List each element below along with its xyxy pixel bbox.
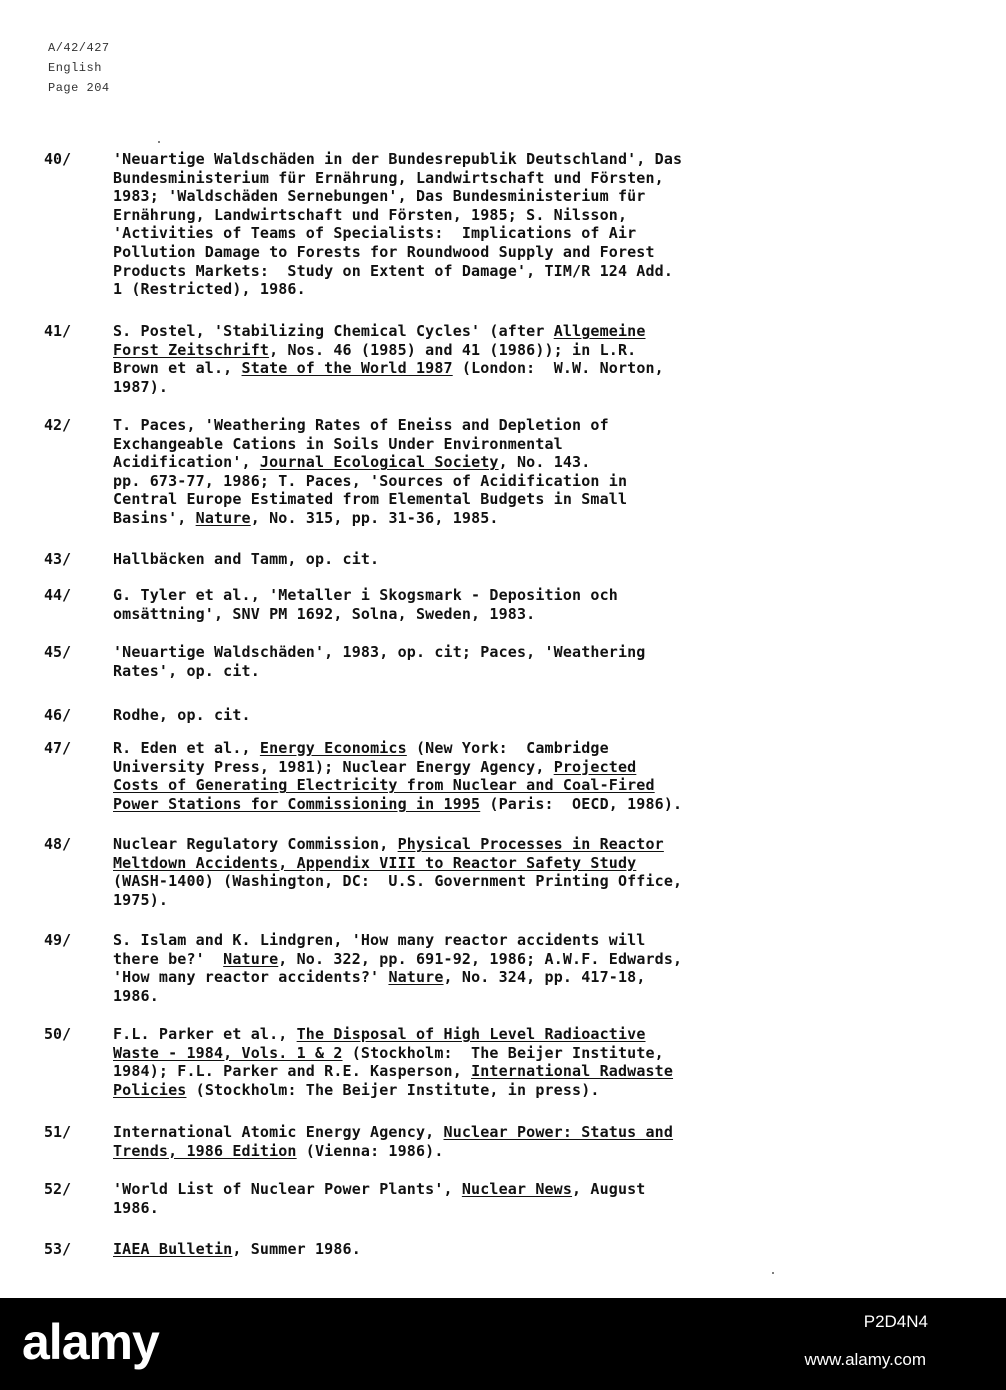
note-text: 1987). xyxy=(113,377,169,396)
note-text: 1984); F.L. Parker and R.E. Kasperson, xyxy=(113,1062,472,1081)
underlined-title: Allgemeine xyxy=(553,322,646,340)
note-text: University Press, 1981); Nuclear Energy Agency, xyxy=(113,757,554,776)
note-number: 45/ xyxy=(44,643,72,661)
note-text: Rates', op. cit. xyxy=(113,661,260,680)
scan-speck xyxy=(158,141,160,143)
underlined-title: Policies xyxy=(113,1080,187,1099)
note-line xyxy=(113,968,646,987)
note-number: 51/ xyxy=(44,1123,72,1141)
page-number: Page 204 xyxy=(48,81,110,95)
note-text: Bundesministerium für Ernährung, Landwirtschaft und Försten, xyxy=(113,168,664,187)
note-line xyxy=(113,435,563,454)
note-text: 'Neuartige Waldschäden', 1983, op. cit; Paces, 'Weathering xyxy=(113,643,646,661)
note-text: Ernährung, Landwirtschaft und Försten, 1985; S. Nilsson, xyxy=(113,205,628,224)
note-line xyxy=(113,662,260,681)
note-text: F.L. Parker et al., xyxy=(113,1025,297,1043)
note-line xyxy=(113,1199,159,1218)
underlined-title: Nature xyxy=(195,509,251,527)
note-text: Nuclear Regulatory Commission, xyxy=(113,835,398,853)
note-text: (Paris: OECD, 1986). xyxy=(480,794,683,813)
note-text: 1986. xyxy=(113,1198,159,1217)
note-text: , No. 322, pp. 691-92, 1986; A.W.F. Edwards, xyxy=(278,949,683,968)
note-text: Pollution Damage to Forests for Roundwood Supply and Forest xyxy=(113,243,655,261)
note-line xyxy=(113,1044,664,1063)
note-text: 'Neuartige Waldschäden in der Bundesrepublik Deutschland', Das xyxy=(113,150,683,168)
note-text: Brown et al., xyxy=(113,359,242,378)
watermark-bar xyxy=(0,1298,1006,1390)
note-line xyxy=(113,643,645,662)
underlined-title: Journal Ecological Society xyxy=(259,453,499,472)
note-number: 49/ xyxy=(44,931,72,949)
note-text: Exchangeable Cations in Soils Under Environmental xyxy=(113,434,563,453)
note-text: S. Postel, 'Stabilizing Chemical Cycles' (after xyxy=(113,322,554,340)
note-text: 'Activities of Teams of Specialists: Implications of Air xyxy=(113,224,637,243)
underlined-title: Physical Processes in Reactor xyxy=(397,835,664,853)
note-line xyxy=(113,243,655,262)
note-text: (London: W.W. Norton, xyxy=(452,359,664,378)
note-number: 47/ xyxy=(44,739,72,757)
underlined-title: Energy Economics xyxy=(259,739,407,757)
note-line xyxy=(113,359,664,378)
underlined-title: International Radwaste xyxy=(471,1062,674,1081)
note-number: 53/ xyxy=(44,1240,72,1258)
note-number: 46/ xyxy=(44,706,72,724)
note-number: 40/ xyxy=(44,150,72,168)
note-number: 48/ xyxy=(44,835,72,853)
note-line xyxy=(113,1180,646,1199)
note-line xyxy=(113,739,609,758)
underlined-title: The Disposal of High Level Radioactive xyxy=(296,1025,646,1043)
note-text: S. Islam and K. Lindgren, 'How many reactor accidents will xyxy=(113,931,646,949)
note-line xyxy=(113,550,379,569)
note-text: , No. 315, pp. 31-36, 1985. xyxy=(250,509,499,527)
note-line xyxy=(113,150,682,169)
note-text: 1 (Restricted), 1986. xyxy=(113,280,306,299)
note-text: (New York: Cambridge xyxy=(406,739,609,757)
note-text: , No. 143. xyxy=(498,453,591,472)
note-text: T. Paces, 'Weathering Rates of Eneiss and Depletion of xyxy=(113,416,609,434)
note-number: 52/ xyxy=(44,1180,72,1198)
note-line xyxy=(113,1142,444,1161)
page-header xyxy=(48,38,110,98)
note-number: 44/ xyxy=(44,586,72,604)
scan-speck xyxy=(772,1272,774,1274)
underlined-title: Nuclear Power: Status and xyxy=(443,1123,674,1141)
underlined-title: Nuclear News xyxy=(461,1180,573,1198)
note-line xyxy=(113,224,636,243)
note-text: 1983; 'Waldschäden Sernebungen', Das Bundesministerium für xyxy=(113,187,646,206)
underlined-title: IAEA Bulletin xyxy=(113,1240,233,1258)
underlined-title: Projected xyxy=(553,757,637,776)
note-line xyxy=(113,1081,600,1100)
note-text: 'World List of Nuclear Power Plants', xyxy=(113,1180,462,1198)
note-line xyxy=(113,490,627,509)
note-line xyxy=(113,1025,646,1044)
note-line xyxy=(113,795,682,814)
underlined-title: Nature xyxy=(388,968,444,987)
underlined-title: State of the World 1987 xyxy=(241,359,453,378)
note-line xyxy=(113,509,499,528)
note-number: 41/ xyxy=(44,322,72,340)
note-text: , No. 324, pp. 417-18, xyxy=(443,968,646,987)
underlined-title: Costs of Generating Electricity from Nuclear and Coal-Fired xyxy=(113,776,655,795)
site-url: www.alamy.com xyxy=(804,1350,926,1369)
note-text: (Vienna: 1986). xyxy=(296,1141,444,1160)
underlined-title: Power Stations for Commissioning in 1995 xyxy=(113,794,481,813)
note-text: Basins', xyxy=(113,509,196,527)
note-line xyxy=(113,950,682,969)
note-text: omsättning', SNV PM 1692, Solna, Sweden, 1983. xyxy=(113,604,536,623)
note-line xyxy=(113,341,636,360)
note-text: 1975). xyxy=(113,890,169,909)
underlined-title: Meltdown Accidents, Appendix VIII to Reactor Safety Study xyxy=(113,853,637,872)
underlined-title: Forst Zeitschrift xyxy=(113,340,270,359)
note-line xyxy=(113,187,645,206)
note-line xyxy=(113,987,159,1006)
note-text: , Summer 1986. xyxy=(232,1240,361,1258)
note-line xyxy=(113,1062,673,1081)
note-text: Products Markets: Study on Extent of Damage', TIM/R 124 Add. xyxy=(113,261,674,280)
note-number: 42/ xyxy=(44,416,72,434)
image-id: P2D4N4 xyxy=(863,1312,928,1331)
note-text: 'How many reactor accidents?' xyxy=(113,968,389,987)
note-line xyxy=(113,322,646,341)
note-line xyxy=(113,835,664,854)
note-line xyxy=(113,586,618,605)
note-number: 43/ xyxy=(44,550,72,568)
note-line xyxy=(113,378,168,397)
underlined-title: Waste - 1984, Vols. 1 & 2 xyxy=(113,1043,343,1062)
note-line xyxy=(113,169,664,188)
note-text: , Nos. 46 (1985) and 41 (1986)); in L.R. xyxy=(269,340,637,359)
note-text: G. Tyler et al., 'Metaller i Skogsmark - Deposition och xyxy=(113,586,618,604)
underlined-title: Trends, 1986 Edition xyxy=(113,1141,297,1160)
note-line xyxy=(113,758,636,777)
note-text: 1986. xyxy=(113,986,159,1005)
document-language: English xyxy=(48,61,102,75)
note-text: (WASH-1400) (Washington, DC: U.S. Government Printing Office, xyxy=(113,872,683,891)
note-text: there be?' xyxy=(113,949,224,968)
note-line xyxy=(113,605,535,624)
note-text: Rodhe, op. cit. xyxy=(113,706,251,724)
note-text: R. Eden et al., xyxy=(113,739,260,757)
note-text: pp. 673-77, 1986; T. Paces, 'Sources of Acidification in xyxy=(113,471,628,490)
underlined-title: Nature xyxy=(223,949,279,968)
note-number: 50/ xyxy=(44,1025,72,1043)
note-line xyxy=(113,280,306,299)
note-line xyxy=(113,416,609,435)
note-line xyxy=(113,872,682,891)
note-line xyxy=(113,1123,673,1142)
note-line xyxy=(113,472,627,491)
note-text: (Stockholm: The Beijer Institute, xyxy=(342,1043,664,1062)
note-line xyxy=(113,706,251,725)
note-text: Central Europe Estimated from Elemental Budgets in Small xyxy=(113,490,628,509)
brand-logo: alamy xyxy=(22,1314,159,1370)
note-line xyxy=(113,1240,361,1259)
note-line xyxy=(113,776,655,795)
note-line xyxy=(113,854,636,873)
note-text: (Stockholm: The Beijer Institute, in press). xyxy=(186,1080,600,1099)
note-line xyxy=(113,891,168,910)
note-text: Hallbäcken and Tamm, op. cit. xyxy=(113,550,380,568)
note-text: International Atomic Energy Agency, xyxy=(113,1123,444,1141)
note-line xyxy=(113,206,627,225)
note-line xyxy=(113,453,590,472)
note-text: Acidification', xyxy=(113,453,260,472)
document-symbol: A/42/427 xyxy=(48,41,110,55)
note-text: , August xyxy=(572,1180,646,1198)
note-line xyxy=(113,262,673,281)
note-line xyxy=(113,931,645,950)
